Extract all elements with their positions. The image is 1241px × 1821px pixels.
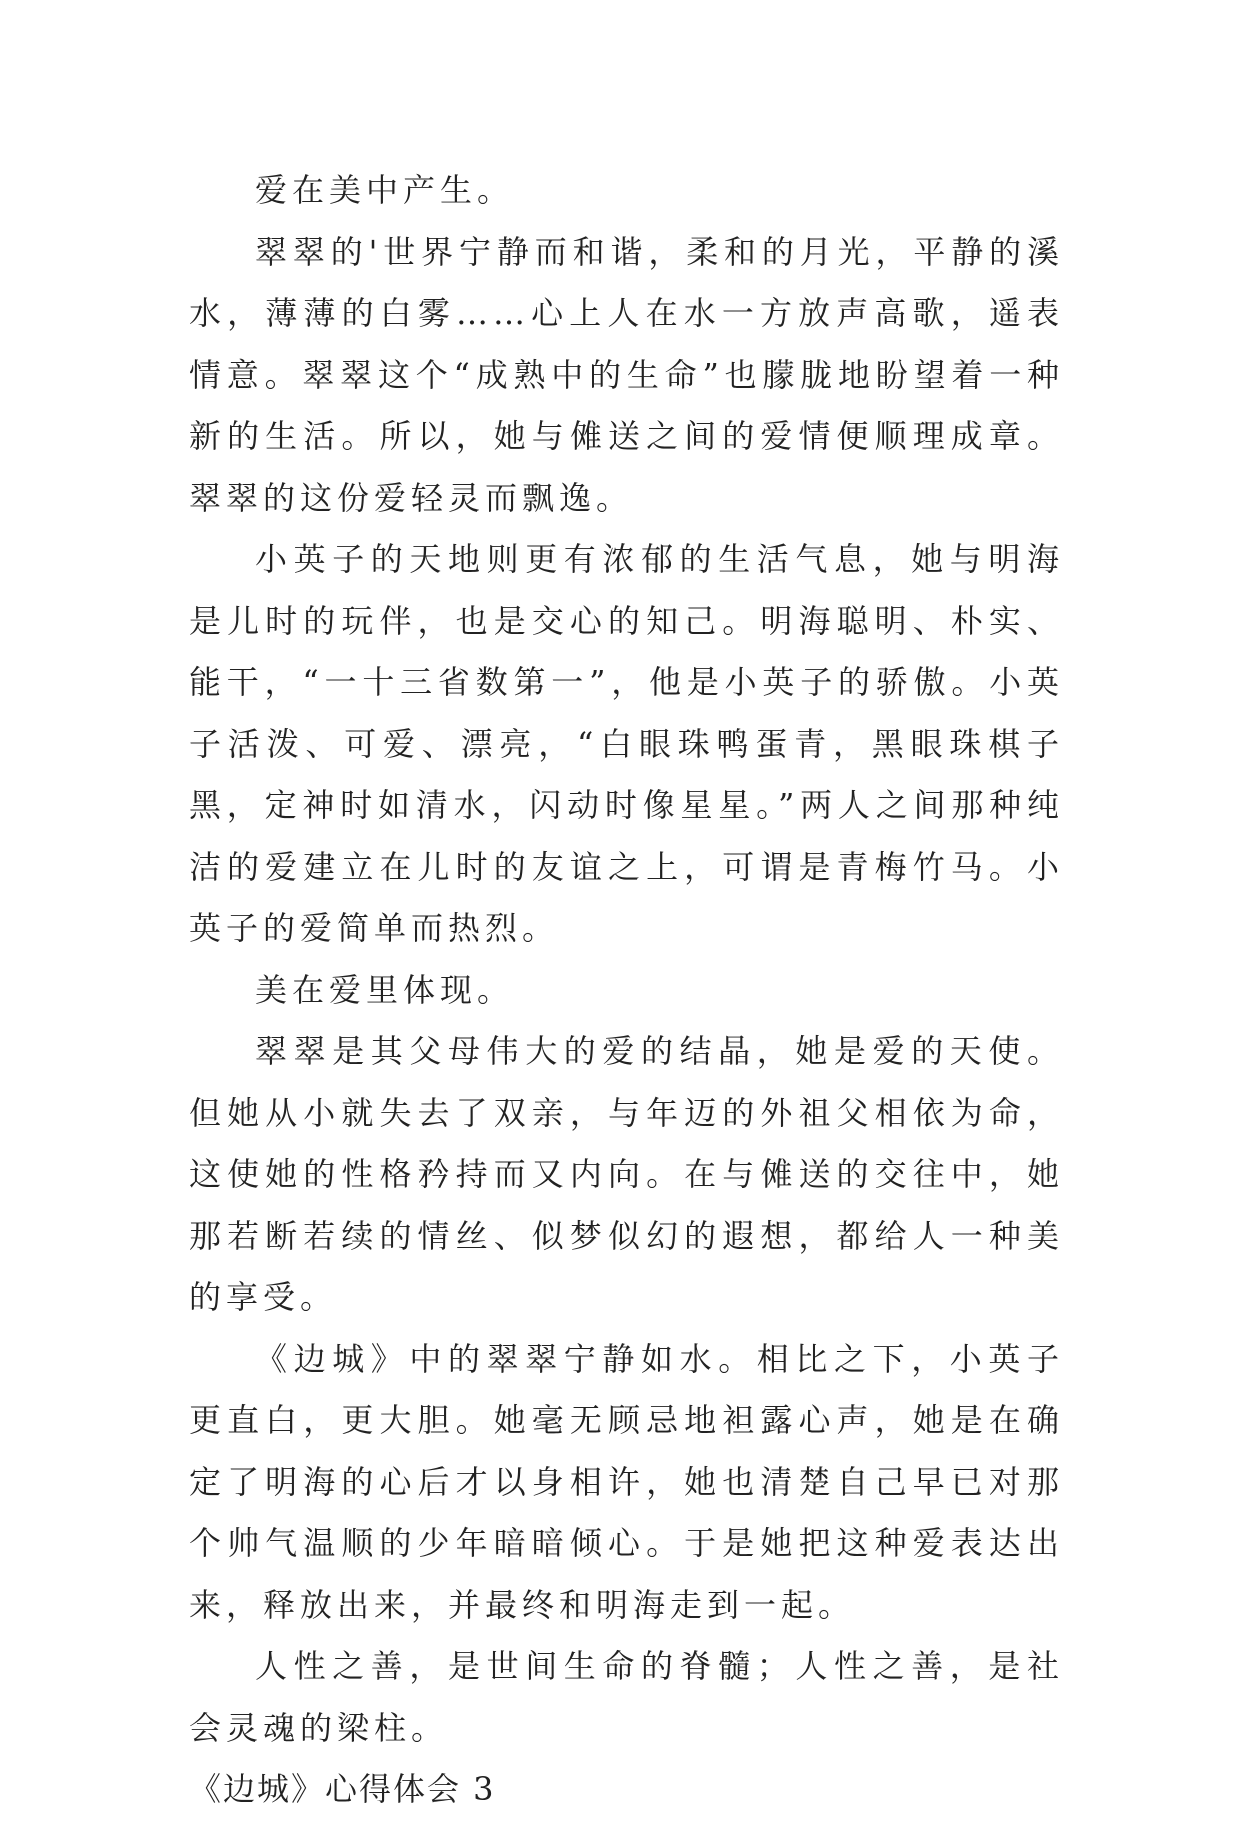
paragraph-7: 人性之善，是世间生命的脊髓；人性之善，是社会灵魂的梁柱。 <box>189 1647 1064 1747</box>
paragraph-5: 翠翠是其父母伟大的爱的结晶，她是爱的天使。但她从小就失去了双亲，与年迈的外祖父相依为命，这使她的性格矜持而又内向。在与傩送的交往中，她那若断若续的情丝、似梦似幻的遐想，都给人一种美的享受。 <box>189 1032 1064 1316</box>
document-body <box>189 160 1064 1821</box>
paragraph-4: 美在爱里体现。 <box>255 970 515 1009</box>
section-heading: 《边城》心得体会 3 <box>189 1770 496 1808</box>
paragraph-2: 翠翠的'世界宁静而和谐，柔和的月光，平静的溪水，薄薄的白雾……心上人在水一方放声高歌，遥表情意。翠翠这个“成熟中的生命”也朦胧地盼望着一种新的生活。所以，她与傩送之间的爱情便顺理成章。翠翠的这份爱轻灵而飘逸。 <box>189 232 1064 517</box>
paragraph-3: 小英子的天地则更有浓郁的生活气息，她与明海是儿时的玩伴，也是交心的知己。明海聪明、朴实、能干，“一十三省数第一”，他是小英子的骄傲。小英子活泼、可爱、漂亮，“白眼珠鸭蛋青，黑眼珠棋子黑，定神时如清水，闪动时像星星。”两人之间那种纯洁的爱建立在儿时的友谊之上，可谓是青梅竹马。小英子的爱简单而热烈。 <box>189 540 1064 947</box>
paragraph-1: 爱在美中产生。 <box>255 171 515 209</box>
paragraph-6: 《边城》中的翠翠宁静如水。相比之下，小英子更直白，更大胆。她毫无顾忌地袒露心声，她是在确定了明海的心后才以身相许，她也清楚自己早已对那个帅气温顺的少年暗暗倾心。于是她把这种爱表达出来，释放出来，并最终和明海走到一起。 <box>189 1339 1064 1624</box>
